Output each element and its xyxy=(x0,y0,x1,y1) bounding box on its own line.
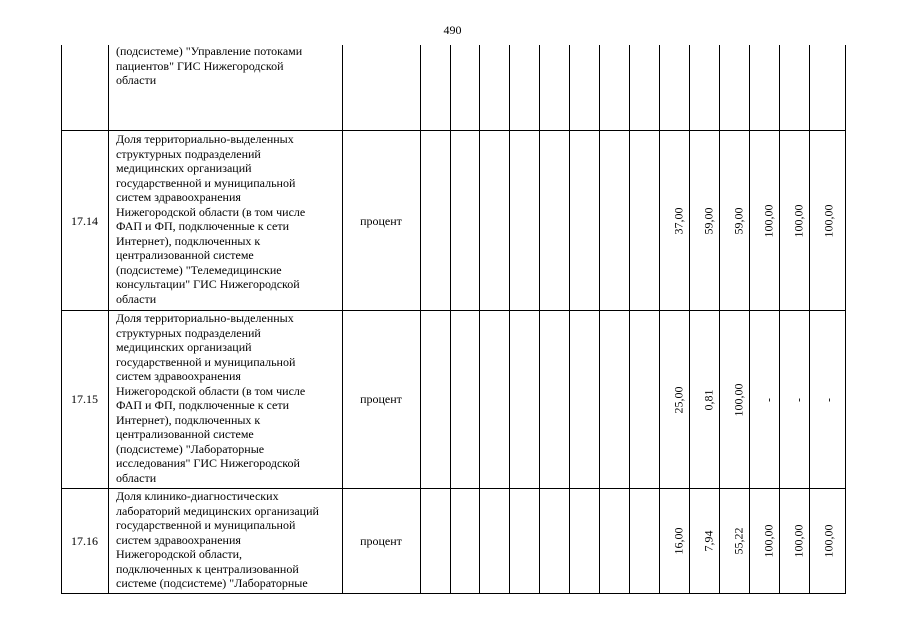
row-value: 16,00 xyxy=(671,527,686,555)
row-unit: процент xyxy=(360,214,402,228)
row-value: 100,00 xyxy=(761,204,776,238)
row-value: 7,94 xyxy=(701,530,716,552)
row-value: 100,00 xyxy=(731,383,746,417)
row-number: 17.16 xyxy=(71,534,98,548)
row-value: - xyxy=(821,398,836,402)
row-value: 100,00 xyxy=(761,524,776,558)
row-number: 17.15 xyxy=(71,392,98,406)
row-description: Доля территориально-выделенных структурных подразделений медицинских организаций государственной и муниципальной систем здравоохранения Нижегородской области (в том числе ФАП и ФП, подключенные к сети Интернет), подключенных к централизованной системе (подсистеме) "Телемедицинские консультации" ГИС Нижегородской области xyxy=(116,132,306,306)
row-number: 17.14 xyxy=(71,214,98,228)
row-value: 25,00 xyxy=(671,386,686,414)
row-value: 100,00 xyxy=(821,524,836,558)
row-value: 100,00 xyxy=(791,204,806,238)
row-description: Доля территориально-выделенных структурных подразделений медицинских организаций государственной и муниципальной систем здравоохранения Нижегородской области (в том числе ФАП и ФП, подключенные к сети Интернет), подключенных к централизованной системе (подсистеме) "Лабораторные исследования" ГИС Нижегородской области xyxy=(116,311,306,485)
row-value: 100,00 xyxy=(791,524,806,558)
row-value: 55,22 xyxy=(731,527,746,555)
page-number: 490 xyxy=(443,23,462,37)
row-value: 59,00 xyxy=(701,207,716,235)
row-unit: процент xyxy=(360,392,402,406)
row-value: 100,00 xyxy=(821,204,836,238)
row-description: (подсистеме) "Управление потоками пациентов" ГИС Нижегородской области xyxy=(116,44,303,87)
row-value: 59,00 xyxy=(731,207,746,235)
row-description: Доля клинико-диагностических лабораторий медицинских организаций государственной и муниципальной систем здравоохранения Нижегородской области, подключенных к централизованной системе (подсистеме) "Лабораторные xyxy=(116,489,319,590)
row-value: - xyxy=(761,398,776,402)
row-value: 37,00 xyxy=(671,207,686,235)
row-value: - xyxy=(791,398,806,402)
row-value: 0,81 xyxy=(701,389,716,411)
row-unit: процент xyxy=(360,534,402,548)
